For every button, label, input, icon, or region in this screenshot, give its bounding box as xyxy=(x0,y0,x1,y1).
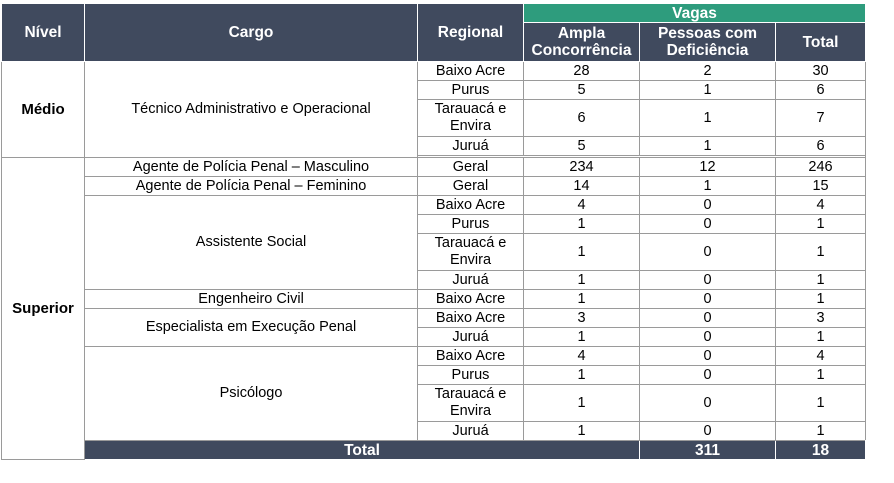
total-cell: 15 xyxy=(776,177,866,196)
pcd-cell: 0 xyxy=(640,366,776,385)
total-cell: 6 xyxy=(776,137,866,156)
total-cell: 4 xyxy=(776,196,866,215)
total-cell: 246 xyxy=(776,158,866,177)
regional-cell: Tarauacá e Envira xyxy=(418,234,524,271)
pcd-cell: 1 xyxy=(640,100,776,137)
vacancy-table-container xyxy=(1,3,894,460)
regional-cell: Baixo Acre xyxy=(418,309,524,328)
total-cell: 1 xyxy=(776,290,866,309)
pcd-cell: 0 xyxy=(640,385,776,422)
total-cell: 7 xyxy=(776,100,866,137)
ampla-cell: 4 xyxy=(524,196,640,215)
ampla-cell: 4 xyxy=(524,347,640,366)
cargo-cell: Assistente Social xyxy=(85,196,418,290)
cargo-cell: Agente de Polícia Penal – Masculino xyxy=(85,158,418,177)
header-total: Total xyxy=(776,23,866,62)
cargo-cell: Engenheiro Civil xyxy=(85,290,418,309)
pcd-cell: 0 xyxy=(640,347,776,366)
pcd-cell: 0 xyxy=(640,196,776,215)
cargo-cell: Agente de Polícia Penal – Feminino xyxy=(85,177,418,196)
ampla-cell: 1 xyxy=(524,271,640,290)
totals-ampla: 311 xyxy=(640,441,776,460)
total-cell: 1 xyxy=(776,271,866,290)
ampla-cell: 6 xyxy=(524,100,640,137)
table-row xyxy=(2,309,866,328)
ampla-cell: 14 xyxy=(524,177,640,196)
table-row xyxy=(2,347,866,366)
table-row xyxy=(2,62,866,81)
regional-cell: Juruá xyxy=(418,137,524,156)
regional-cell: Purus xyxy=(418,366,524,385)
header-pessoas-com-deficiencia: Pessoas com Deficiência xyxy=(640,23,776,62)
cargo-cell: Especialista em Execução Penal xyxy=(85,309,418,347)
header-regional: Regional xyxy=(418,4,524,62)
pcd-cell: 0 xyxy=(640,234,776,271)
total-cell: 6 xyxy=(776,81,866,100)
ampla-cell: 1 xyxy=(524,385,640,422)
total-cell: 1 xyxy=(776,366,866,385)
level-superior: Superior xyxy=(2,158,85,460)
ampla-cell: 234 xyxy=(524,158,640,177)
pcd-cell: 1 xyxy=(640,81,776,100)
header-ampla-concorrencia: Ampla Concorrência xyxy=(524,23,640,62)
header-nivel: Nível xyxy=(2,4,85,62)
regional-cell: Juruá xyxy=(418,271,524,290)
total-cell: 30 xyxy=(776,62,866,81)
pcd-cell: 12 xyxy=(640,158,776,177)
total-cell: 1 xyxy=(776,385,866,422)
header-vagas: Vagas xyxy=(524,4,866,23)
ampla-cell: 1 xyxy=(524,290,640,309)
pcd-cell: 0 xyxy=(640,290,776,309)
table-row xyxy=(2,177,866,196)
pcd-cell: 0 xyxy=(640,309,776,328)
pcd-cell: 2 xyxy=(640,62,776,81)
pcd-cell: 0 xyxy=(640,271,776,290)
total-cell: 1 xyxy=(776,328,866,347)
regional-cell: Juruá xyxy=(418,422,524,441)
totals-label: Total xyxy=(85,441,640,460)
total-cell: 4 xyxy=(776,347,866,366)
ampla-cell: 1 xyxy=(524,215,640,234)
regional-cell: Baixo Acre xyxy=(418,62,524,81)
pcd-cell: 0 xyxy=(640,422,776,441)
table-row xyxy=(2,290,866,309)
total-cell: 3 xyxy=(776,309,866,328)
ampla-cell: 1 xyxy=(524,234,640,271)
pcd-cell: 0 xyxy=(640,215,776,234)
regional-cell: Purus xyxy=(418,81,524,100)
pcd-cell: 1 xyxy=(640,137,776,156)
regional-cell: Geral xyxy=(418,177,524,196)
ampla-cell: 1 xyxy=(524,328,640,347)
vacancy-table xyxy=(1,3,894,460)
totals-pcd: 18 xyxy=(776,441,866,460)
table-row xyxy=(2,158,866,177)
regional-cell: Tarauacá e Envira xyxy=(418,385,524,422)
regional-cell: Tarauacá e Envira xyxy=(418,100,524,137)
total-cell: 1 xyxy=(776,422,866,441)
regional-cell: Baixo Acre xyxy=(418,290,524,309)
totals-row: Total 311 18 329 xyxy=(2,441,866,460)
ampla-cell: 28 xyxy=(524,62,640,81)
pcd-cell: 1 xyxy=(640,177,776,196)
ampla-cell: 3 xyxy=(524,309,640,328)
regional-cell: Juruá xyxy=(418,328,524,347)
regional-cell: Baixo Acre xyxy=(418,347,524,366)
cargo-cell: Técnico Administrativo e Operacional xyxy=(85,62,418,158)
ampla-cell: 1 xyxy=(524,366,640,385)
pcd-cell: 0 xyxy=(640,328,776,347)
regional-cell: Purus xyxy=(418,215,524,234)
cargo-cell: Psicólogo xyxy=(85,347,418,441)
total-cell: 1 xyxy=(776,234,866,271)
regional-cell: Geral xyxy=(418,158,524,177)
level-medio: Médio xyxy=(2,62,85,158)
total-cell: 1 xyxy=(776,215,866,234)
table-row xyxy=(2,196,866,215)
ampla-cell: 5 xyxy=(524,137,640,156)
ampla-cell: 5 xyxy=(524,81,640,100)
regional-cell: Baixo Acre xyxy=(418,196,524,215)
ampla-cell: 1 xyxy=(524,422,640,441)
header-cargo: Cargo xyxy=(85,4,418,62)
